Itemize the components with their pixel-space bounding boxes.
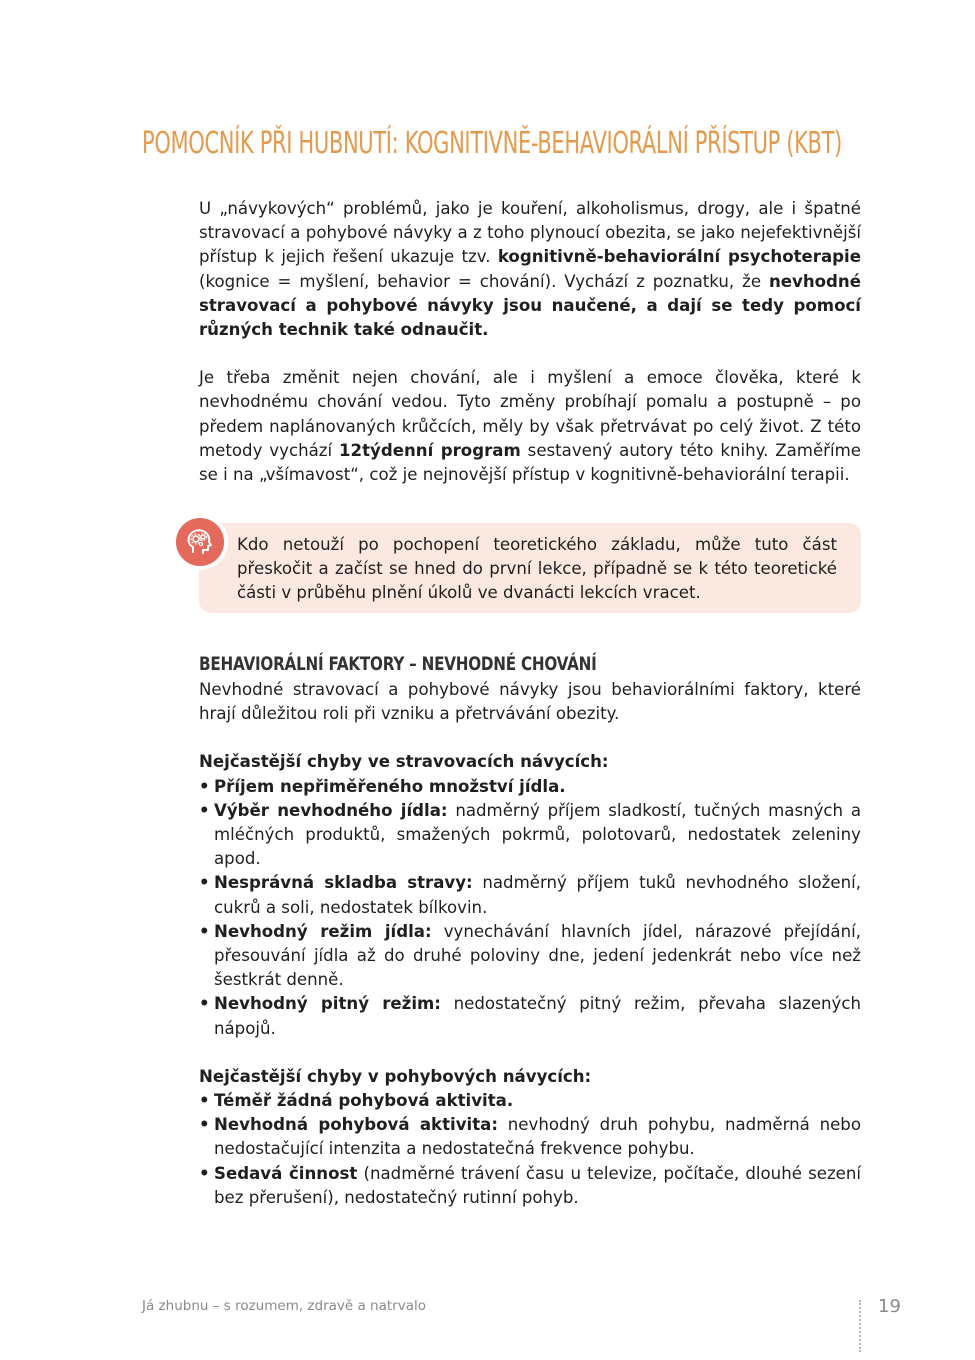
note-callout [199, 523, 861, 613]
text-run: (kognice = myšlení, behavior = chování). Vychází z poznatku, že [199, 271, 769, 291]
list-item-term: Nevhodný režim jídla: [214, 921, 432, 941]
list-item [199, 799, 861, 872]
text-run: U „návykových“ problémů, jako je kouření, alkoholismus, drogy, ale i špatné stravovací a pohybové návyky a z toho plynoucí obezita, se jako nejefektivnější přístup k jejich řešení ukazuje tzv. [199, 199, 861, 267]
head-gears-icon [172, 514, 228, 570]
callout-text: Kdo netouží po pochopení teoretického základu, může tuto část přeskočit a začíst se hned do první lekce, případně se k této teoretické části v průběhu plnění úkolů ve dvanácti lekcích vracet. [237, 535, 837, 603]
list-item [199, 775, 861, 799]
list-item [199, 1089, 861, 1113]
bold-term: 12týdenní program [339, 440, 521, 460]
list-item-text: nadměrný příjem sladkostí, tučných masných a mléčných produktů, smažených pokrmů, polotovarů, nedostatek zeleniny apod. [214, 800, 862, 869]
list-item [199, 1162, 861, 1210]
bold-term: kognitivně-behaviorální psychoterapie [497, 247, 861, 267]
list-item-text: (nadměrné trávení času u televize, počítače, dlouhé sezení bez přerušení), nedostatečný rutinní pohyb. [214, 1163, 861, 1207]
list-item-term: Nesprávná skladba stravy: [214, 873, 473, 893]
footer-divider [859, 1300, 861, 1352]
eating-errors-list [199, 775, 861, 1041]
intro-text [199, 197, 861, 487]
page-title: POMOCNÍK PŘI HUBNUTÍ: KOGNITIVNĚ-BEHAVIORÁLNÍ PŘÍSTUP (KBT) [142, 126, 842, 161]
movement-errors-title: Nejčastější chyby v pohybových návycích: [199, 1066, 592, 1086]
movement-errors-list [199, 1089, 861, 1210]
list-item-term: Příjem nepřiměřeného množství jídla. [214, 776, 566, 796]
list-item-text: nadměrný příjem tuků nevhodného složení, cukrů a soli, nedostatek bílkovin. [214, 873, 862, 917]
behavioral-factors-section [199, 652, 861, 1210]
intro-paragraph-1 [199, 197, 861, 342]
list-item-text: nevhodný druh pohybu, nadměrná nebo nedostačující intenzita a nedostatečná frekvence pohybu. [214, 1115, 861, 1159]
list-item-term: Sedavá činnost [214, 1163, 358, 1183]
list-item-term: Výběr nevhodného jídla: [214, 800, 448, 820]
intro-paragraph-2 [199, 366, 861, 487]
section-heading: BEHAVIORÁLNÍ FAKTORY – NEVHODNÉ CHOVÁNÍ [199, 653, 597, 675]
text-run: Je třeba změnit nejen chování, ale i myšlení a emoce člověka, které k nevhodnému chování vedou. Tyto změny probíhají pomalu a postupně – po předem naplánovaných krůčcích, měly by však přetrvávat po celý život. Z této metody vychází [199, 368, 861, 460]
bold-statement: nevhodné stravovací a pohybové návyky jsou naučené, a dají se tedy pomocí různých technik také odnaučit. [199, 271, 861, 340]
list-item-term: Téměř žádná pohybová aktivita. [214, 1091, 514, 1111]
eating-errors-title: Nejčastější chyby ve stravovacích návycích: [199, 752, 609, 772]
list-item-term: Nevhodný pitný režim: [214, 994, 441, 1014]
page-number: 19 [878, 1296, 901, 1317]
list-item [199, 992, 861, 1040]
list-item [199, 920, 861, 993]
text-run: sestavený autory této knihy. Zaměříme se i na „všímavost“, což je nejnovější přístup v kognitivně-behaviorální terapii. [199, 440, 861, 485]
list-item-text: vynechávání hlavních jídel, nárazové přejídání, přesouvání jídla až do druhé poloviny dne, jedení jedenkrát nebo více než šestkrát denně. [214, 921, 861, 990]
list-item-term: Nevhodná pohybová aktivita: [214, 1115, 498, 1135]
footer-book-title: Já zhubnu – s rozumem, zdravě a natrvalo [142, 1298, 427, 1314]
section-intro: Nevhodné stravovací a pohybové návyky jsou behaviorálními faktory, které hrají důležitou roli při vzniku a přetrvávání obezity. [199, 680, 861, 724]
list-item-text: nedostatečný pitný režim, převaha slazených nápojů. [214, 994, 862, 1038]
list-item [199, 871, 861, 919]
list-item [199, 1113, 861, 1161]
